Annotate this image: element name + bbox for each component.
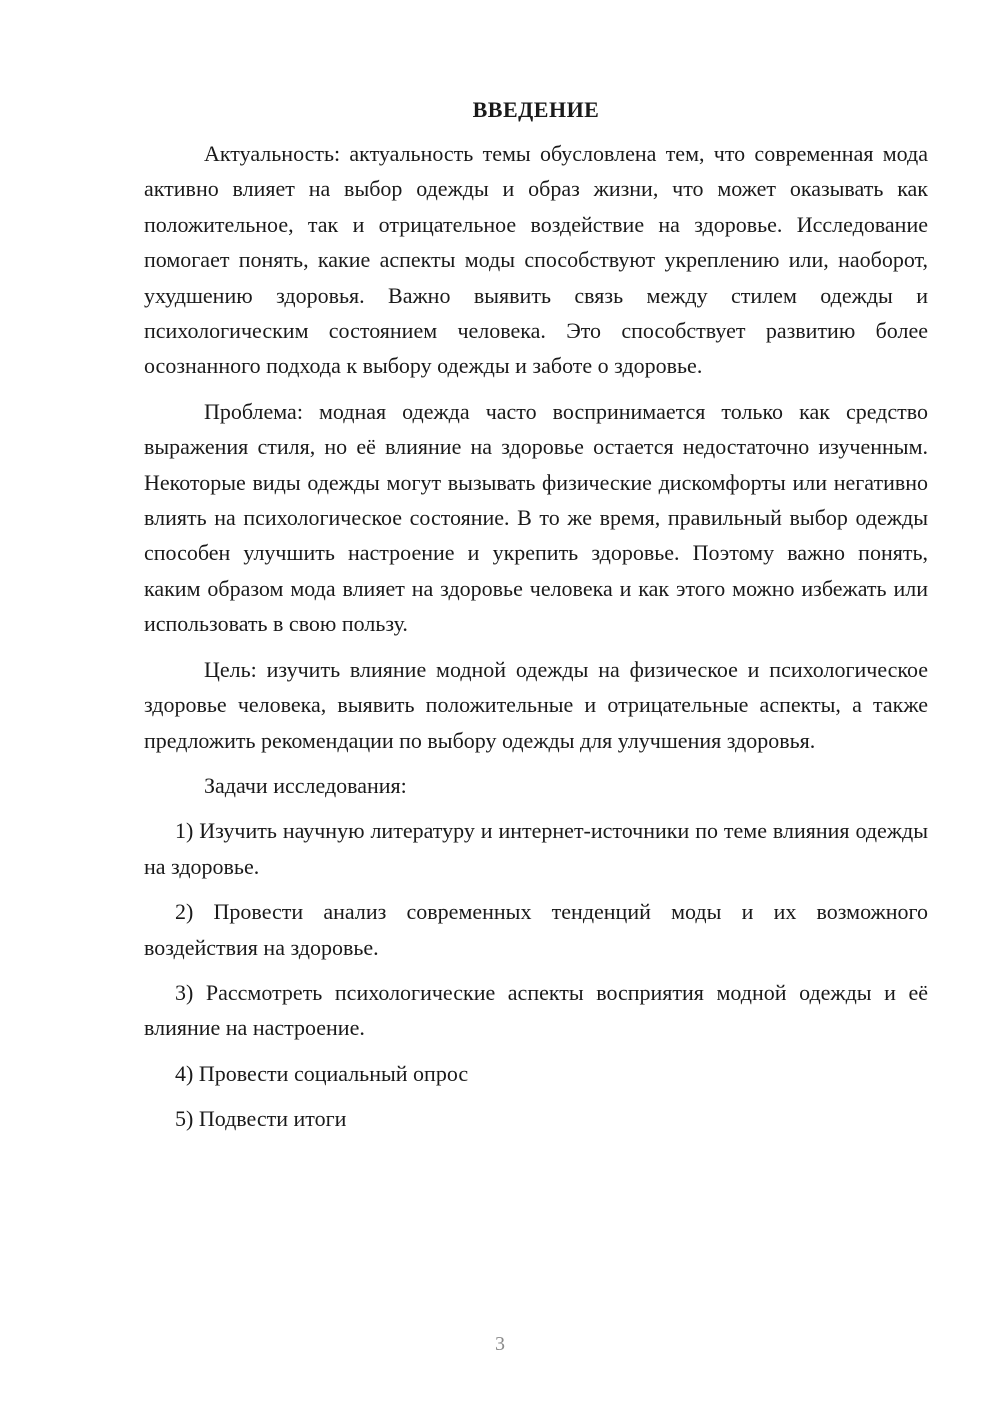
task-item: 5) Подвести итоги	[175, 1106, 347, 1132]
goal-paragraph: Цель: изучить влияние модной одежды на физическое и психологическое здоровье человека, выявить положительные и отрицательные аспекты, а также предложить рекомендации по выбору одежды для улучшения здоровья.	[144, 656, 928, 753]
task-item: 3) Рассмотреть психологические аспекты восприятия модной одежды и её влияние на настроение.	[144, 979, 928, 1041]
tasks-intro: Задачи исследования:	[204, 772, 407, 798]
page-content	[144, 96, 928, 1147]
task-item: 1) Изучить научную литературу и интернет-источники по теме влияния одежды на здоровье.	[144, 818, 928, 879]
page-number: 3	[495, 1333, 505, 1355]
problem-paragraph: Проблема: модная одежда часто воспринимается только как средство выражения стиля, но её влияние на здоровье остается недостаточно изученным. Некоторые виды одежды могут вызывать физические дискомфорты или негативно влиять на психологическое состояние. В то же время, правильный выбор одежды способен улучшить настроение и укрепить здоровье. Поэтому важно понять, каким образом мода влияет на здоровье человека и как этого можно избежать или использовать в свою пользу.	[144, 398, 928, 637]
task-item: 4) Провести социальный опрос	[175, 1060, 469, 1086]
section-heading: ВВЕДЕНИЕ	[472, 97, 600, 122]
relevance-paragraph: Актуальность: актуальность темы обусловлена тем, что современная мода активно влияет на выбор одежды и образ жизни, что может оказывать как положительное, так и отрицательное воздействие на здоровье. Исследование помогает понять, какие аспекты моды способствуют укреплению или, наоборот, ухудшению здоровья. Важно выявить связь между стилем одежды и психологическим состоянием человека. Это способствует развитию более осознанного подхода к выбору одежды и заботе о здоровье.	[144, 141, 928, 379]
task-item: 2) Провести анализ современных тенденций моды и их возможного воздействия на здоровье.	[144, 899, 928, 960]
